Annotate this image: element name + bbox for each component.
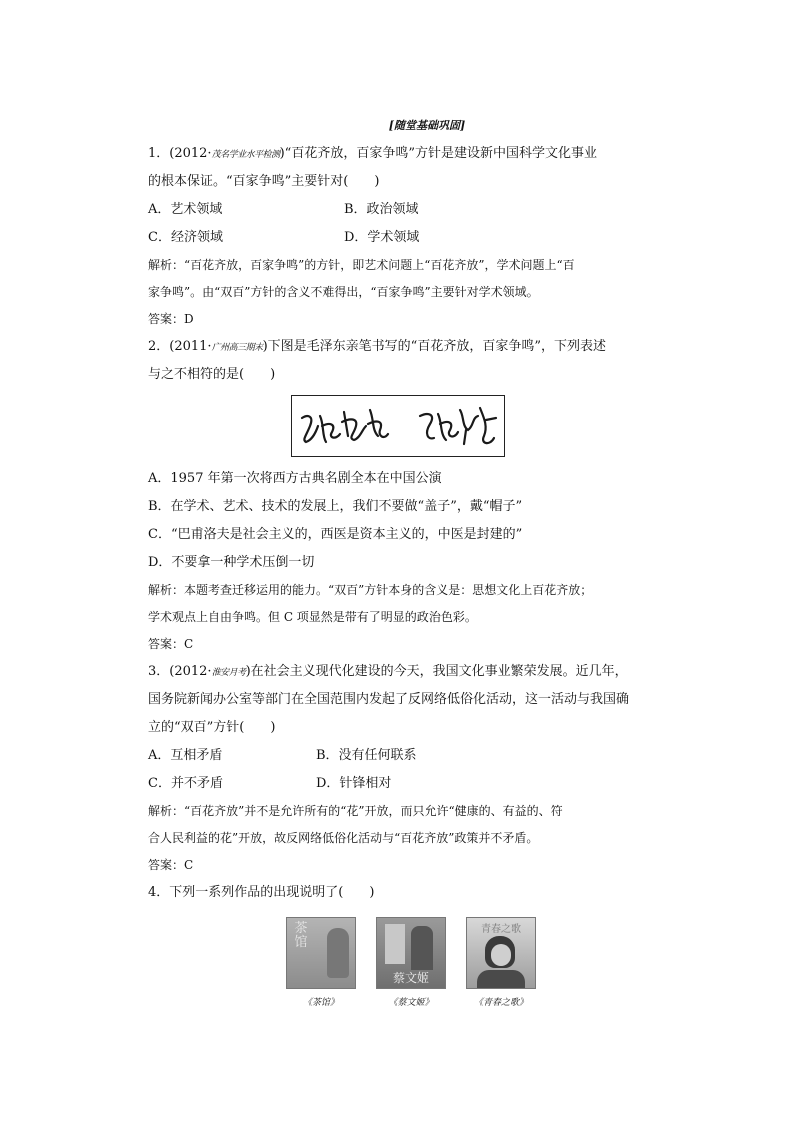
answer: 答案：D <box>148 312 194 326</box>
explanation-line: 解析：本题考查迁移运用的能力。“双百”方针本身的含义是：思想文化上百花齐放； <box>148 583 593 597</box>
source-close: ) <box>245 664 251 679</box>
source-open: (2011· <box>169 339 212 354</box>
poster-title-art: 青春之歌 <box>481 924 521 935</box>
poster-title-art: 蔡文姬 <box>392 971 429 985</box>
question-source: 广州高三期末 <box>211 343 263 353</box>
explanation-line: 家争鸣”。由“双百”方针的含义不难得出，“百家争鸣”主要针对学术领域。 <box>148 285 539 299</box>
poster-caption: 《蔡文姬》 <box>388 998 434 1008</box>
option-d: D．针锋相对 <box>316 776 392 791</box>
option-c: C．“巴甫洛夫是社会主义的，西医是资本主义的，中医是封建的” <box>148 527 523 542</box>
question-2-stem-line-1 <box>148 333 676 361</box>
option-c: C．经济领域 <box>148 230 223 245</box>
option-a: A．1957 年第一次将西方古典名剧全本在中国公演 <box>148 471 442 486</box>
question-1-stem-line-2: 的根本保证。“百家争鸣”主要针对( ) <box>148 174 380 189</box>
question-number: 1． <box>148 146 170 161</box>
question-2-stem-line-2: 与之不相符的是( ) <box>148 367 276 382</box>
question-1 <box>148 140 676 333</box>
options-row <box>148 196 676 224</box>
poster-row <box>286 917 676 1008</box>
source-close: ) <box>262 339 268 354</box>
explanation-line: 学术观点上自由争鸣。但 C 项显然是带有了明显的政治色彩。 <box>148 610 477 624</box>
poster-chaguan <box>286 917 356 1008</box>
question-source: 茂名学业水平检测 <box>211 150 280 160</box>
explanation-line: 合人民利益的花”开放，故反网络低俗化活动与“百花齐放”政策并不矛盾。 <box>148 831 539 845</box>
option-b: B．在学术、艺术、技术的发展上，我们不要做“盖子”，戴“帽子” <box>148 499 523 514</box>
question-2 <box>148 333 676 658</box>
option-a: A．互相矛盾 <box>148 748 223 763</box>
section-title: [随堂基础巩固] <box>388 119 466 132</box>
explanation-line: 解析：“百花齐放，百家争鸣”的方针，即艺术问题上“百花齐放”，学术问题上“百 <box>148 258 575 272</box>
poster-caption: 《青春之歌》 <box>473 998 528 1008</box>
option-d: D．不要拿一种学术压倒一切 <box>148 555 315 570</box>
question-number: 3． <box>148 664 170 679</box>
question-3-stem-line-3: 立的“双百”方针( ) <box>148 720 276 735</box>
poster-caption: 《茶馆》 <box>302 998 339 1008</box>
question-source: 淮安月考 <box>211 668 246 678</box>
source-close: ) <box>279 146 285 161</box>
calligraphy-image <box>291 395 505 457</box>
answer: 答案：C <box>148 858 194 872</box>
poster-image <box>466 917 536 989</box>
question-stem-text: 在社会主义现代化建设的今天，我国文化事业繁荣发展。近几年， <box>250 664 628 679</box>
question-stem-text: “百花齐放，百家争鸣”方针是建设新中国科学文化事业 <box>284 146 597 161</box>
option-a: A．艺术领域 <box>148 202 223 217</box>
calligraphy-strokes <box>292 396 504 456</box>
poster-caiwenji <box>376 917 446 1008</box>
poster-title-art: 茶馆 <box>294 921 308 950</box>
question-number: 2． <box>148 339 170 354</box>
option-d: D．学术领域 <box>344 230 420 245</box>
poster-image <box>286 917 356 989</box>
source-open: (2012· <box>169 146 212 161</box>
question-3-stem-line-2: 国务院新闻办公室等部门在全国范围内发起了反网络低俗化活动，这一活动与我国确 <box>148 692 630 707</box>
poster-image <box>376 917 446 989</box>
options-row <box>148 742 676 770</box>
question-3-stem-line-1 <box>148 658 676 686</box>
question-3 <box>148 658 676 879</box>
option-c: C．并不矛盾 <box>148 776 223 791</box>
question-1-stem-line-1 <box>148 140 676 168</box>
poster-qingchunzhige <box>466 917 536 1008</box>
answer: 答案：C <box>148 637 194 651</box>
explanation-line: 解析：“百花齐放”并不是允许所有的“花”开放，而只允许“健康的、有益的、符 <box>148 804 563 818</box>
source-open: (2012· <box>169 664 212 679</box>
question-stem-text: 下图是毛泽东亲笔书写的“百花齐放，百家争鸣”，下列表述 <box>267 339 606 354</box>
question-4-stem-line-1: 4．下列一系列作品的出现说明了( ) <box>148 885 375 900</box>
option-b: B．没有任何联系 <box>316 748 417 763</box>
document-page <box>148 118 676 1008</box>
option-b: B．政治领域 <box>344 202 419 217</box>
question-4 <box>148 879 676 1008</box>
options-row <box>148 770 676 798</box>
options-row <box>148 224 676 252</box>
